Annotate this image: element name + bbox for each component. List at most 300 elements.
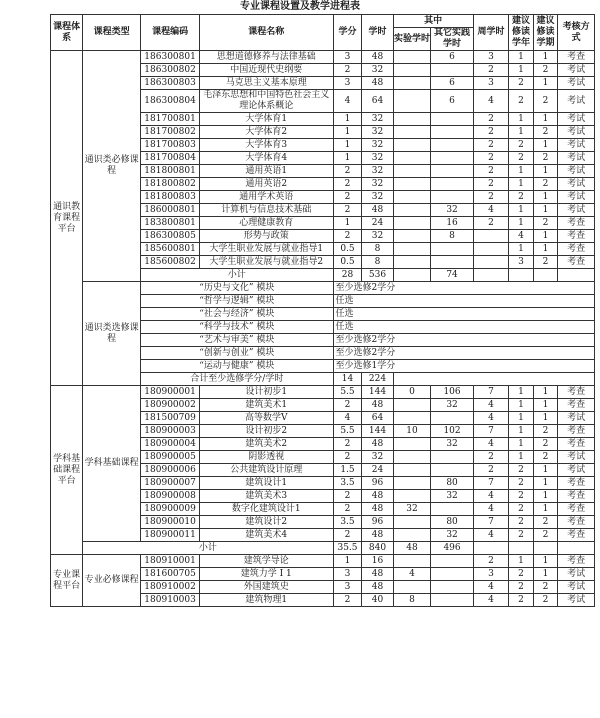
cell-name: 高等数学V — [200, 412, 333, 425]
table-body — [51, 15, 595, 607]
cell-other — [431, 113, 473, 126]
cell-exam: 考查 — [558, 399, 595, 412]
cell-year: 1 — [509, 425, 533, 438]
cell-term: 1 — [533, 568, 557, 581]
cell-code: 185600802 — [141, 256, 200, 269]
cell-name: 设计初步1 — [200, 386, 333, 399]
platform-label-general: 通识教育课程平台 — [51, 51, 83, 386]
cell-term: 1 — [533, 399, 557, 412]
cell-hours: 96 — [362, 477, 393, 490]
cell-code: 181700802 — [141, 126, 200, 139]
cell-term: 1 — [533, 191, 557, 204]
cell-year: 2 — [509, 568, 533, 581]
cell-year: 1 — [509, 243, 533, 256]
cell-lab — [393, 230, 431, 243]
cell-term: 1 — [533, 243, 557, 256]
cell-name: 大学体育3 — [200, 139, 333, 152]
cell-term: 2 — [533, 256, 557, 269]
cell-other: 80 — [431, 516, 473, 529]
subtotal-label: 小计 — [83, 542, 333, 555]
cell-name: 建筑物理1 — [200, 594, 333, 607]
cell-weekly: 7 — [473, 516, 509, 529]
cell-weekly: 4 — [473, 399, 509, 412]
cell-exam: 考查 — [558, 477, 595, 490]
cell-name: 公共建筑设计原理 — [200, 464, 333, 477]
cell-year: 1 — [509, 64, 533, 77]
cell-lab — [393, 256, 431, 269]
cell-name: 外国建筑史 — [200, 581, 333, 594]
header-lab: 实验学时 — [393, 28, 431, 51]
cell-year: 2 — [509, 529, 533, 542]
cell-other: 80 — [431, 477, 473, 490]
cell-name: 计算机与信息技术基础 — [200, 204, 333, 217]
cell-code: 183800801 — [141, 217, 200, 230]
header-code: 课程编码 — [141, 15, 200, 51]
table-row — [51, 555, 595, 568]
cell-name: 马克思主义基本原理 — [200, 77, 333, 90]
cell-name: 大学体育2 — [200, 126, 333, 139]
cell-exam: 考查 — [558, 516, 595, 529]
cell-hours: 48 — [362, 204, 393, 217]
cell-hours: 48 — [362, 581, 393, 594]
cell-exam: 考查 — [558, 230, 595, 243]
cell-hours: 48 — [362, 399, 393, 412]
cell-other: 106 — [431, 386, 473, 399]
cell-credit: 3 — [333, 51, 362, 64]
cell-term: 1 — [533, 139, 557, 152]
cell-code: 181800803 — [141, 191, 200, 204]
cell-code: 180900001 — [141, 386, 200, 399]
cell-code: 181800801 — [141, 165, 200, 178]
cell-lab — [393, 399, 431, 412]
cell-weekly: 4 — [473, 412, 509, 425]
cell-exam: 考查 — [558, 51, 595, 64]
cell-hours: 32 — [362, 451, 393, 464]
cell-other — [431, 178, 473, 191]
cell-year: 1 — [509, 412, 533, 425]
cell-term: 1 — [533, 230, 557, 243]
cell-hours: 32 — [362, 139, 393, 152]
cell-credit: 3.5 — [333, 516, 362, 529]
cell-code: 180910002 — [141, 581, 200, 594]
elective-total-label: 合计至少选修学分/学时 — [141, 373, 333, 386]
header-weekly: 周学时 — [473, 15, 509, 51]
cell-weekly: 4 — [473, 90, 509, 113]
cell-exam: 考试 — [558, 451, 595, 464]
cell-exam: 考查 — [558, 386, 595, 399]
subtotal-year — [509, 269, 533, 282]
cell-lab — [393, 165, 431, 178]
cell-credit: 1 — [333, 139, 362, 152]
cell-code: 181800802 — [141, 178, 200, 191]
cell-term: 2 — [533, 64, 557, 77]
cell-hours: 8 — [362, 256, 393, 269]
cell-exam: 考查 — [558, 425, 595, 438]
cell-weekly: 2 — [473, 113, 509, 126]
cell-other — [431, 464, 473, 477]
cell-name: 通用学术英语 — [200, 191, 333, 204]
cell-lab — [393, 204, 431, 217]
cell-name: 大学体育1 — [200, 113, 333, 126]
cell-name: 建筑设计2 — [200, 516, 333, 529]
subtotal-weekly — [473, 542, 509, 555]
cell-credit: 5.5 — [333, 425, 362, 438]
cell-year: 1 — [509, 165, 533, 178]
type-label-general-required: 通识类必修课程 — [83, 51, 141, 282]
subtotal-term — [533, 269, 557, 282]
cell-lab — [393, 139, 431, 152]
header-other: 其它实践学时 — [431, 28, 473, 51]
cell-lab: 10 — [393, 425, 431, 438]
cell-exam: 考试 — [558, 581, 595, 594]
cell-code: 180900008 — [141, 490, 200, 503]
cell-exam: 考试 — [558, 139, 595, 152]
cell-hours: 144 — [362, 386, 393, 399]
cell-exam: 考试 — [558, 464, 595, 477]
cell-name: 中国近现代史纲要 — [200, 64, 333, 77]
cell-exam: 考查 — [558, 243, 595, 256]
cell-hours: 32 — [362, 64, 393, 77]
cell-term: 1 — [533, 77, 557, 90]
elective-module-note: 至少选修2学分 — [333, 282, 594, 295]
cell-hours: 32 — [362, 230, 393, 243]
subtotal-credit: 35.5 — [333, 542, 362, 555]
cell-hours: 48 — [362, 490, 393, 503]
cell-term: 1 — [533, 464, 557, 477]
cell-other — [431, 451, 473, 464]
subtotal-hours: 840 — [362, 542, 393, 555]
subtotal-year — [509, 542, 533, 555]
cell-term: 2 — [533, 581, 557, 594]
cell-hours: 32 — [362, 152, 393, 165]
cell-name: 通用英语1 — [200, 165, 333, 178]
elective-module-note: 任选 — [333, 308, 594, 321]
cell-term: 2 — [533, 438, 557, 451]
subtotal-other: 496 — [431, 542, 473, 555]
cell-weekly: 2 — [473, 451, 509, 464]
cell-name: 建筑美术3 — [200, 490, 333, 503]
cell-code: 181700801 — [141, 113, 200, 126]
subtotal-weekly — [473, 269, 509, 282]
cell-weekly: 3 — [473, 77, 509, 90]
cell-weekly — [473, 243, 509, 256]
cell-other — [431, 126, 473, 139]
cell-weekly: 2 — [473, 217, 509, 230]
header-hours: 学时 — [362, 15, 393, 51]
cell-exam: 考查 — [558, 529, 595, 542]
cell-lab — [393, 555, 431, 568]
cell-hours: 48 — [362, 51, 393, 64]
cell-credit: 3 — [333, 568, 362, 581]
subtotal-exam — [558, 269, 595, 282]
cell-lab — [393, 217, 431, 230]
cell-other: 32 — [431, 529, 473, 542]
cell-weekly: 3 — [473, 568, 509, 581]
cell-other: 32 — [431, 204, 473, 217]
cell-weekly: 4 — [473, 594, 509, 607]
cell-code: 186300803 — [141, 77, 200, 90]
cell-code: 186300805 — [141, 230, 200, 243]
elective-module-name: “历史与文化” 模块 — [141, 282, 333, 295]
cell-code: 180900004 — [141, 438, 200, 451]
cell-code: 186300804 — [141, 90, 200, 113]
elective-total-hours: 224 — [362, 373, 393, 386]
cell-other — [431, 165, 473, 178]
cell-other: 8 — [431, 230, 473, 243]
cell-year: 1 — [509, 51, 533, 64]
cell-credit: 3 — [333, 77, 362, 90]
cell-year: 2 — [509, 490, 533, 503]
cell-year: 1 — [509, 126, 533, 139]
cell-weekly: 2 — [473, 64, 509, 77]
cell-lab — [393, 438, 431, 451]
cell-term: 2 — [533, 126, 557, 139]
elective-module-name: “哲学与逻辑” 模块 — [141, 295, 333, 308]
cell-exam: 考试 — [558, 568, 595, 581]
cell-lab — [393, 191, 431, 204]
cell-weekly: 2 — [473, 464, 509, 477]
cell-code: 180900011 — [141, 529, 200, 542]
cell-term: 2 — [533, 516, 557, 529]
platform-label-major: 专业课程平台 — [51, 555, 83, 607]
cell-hours: 40 — [362, 594, 393, 607]
cell-weekly — [473, 256, 509, 269]
cell-other: 6 — [431, 90, 473, 113]
subtotal-label: 小计 — [141, 269, 333, 282]
cell-name: 建筑力学 I 1 — [200, 568, 333, 581]
cell-term: 1 — [533, 477, 557, 490]
cell-other: 32 — [431, 438, 473, 451]
cell-term: 1 — [533, 204, 557, 217]
cell-year: 2 — [509, 594, 533, 607]
cell-other: 102 — [431, 425, 473, 438]
course-schedule-table — [50, 14, 595, 607]
type-label-general-elective: 通识类选修课程 — [83, 282, 141, 386]
cell-weekly: 7 — [473, 386, 509, 399]
subtotal-term — [533, 542, 557, 555]
cell-year: 2 — [509, 503, 533, 516]
cell-name: 大学生职业发展与就业指导1 — [200, 243, 333, 256]
cell-lab — [393, 126, 431, 139]
cell-weekly: 7 — [473, 425, 509, 438]
cell-term: 1 — [533, 490, 557, 503]
elective-module-note: 任选 — [333, 321, 594, 334]
cell-exam: 考试 — [558, 77, 595, 90]
cell-year: 1 — [509, 113, 533, 126]
cell-weekly: 4 — [473, 529, 509, 542]
cell-name: 建筑学导论 — [200, 555, 333, 568]
cell-hours: 64 — [362, 412, 393, 425]
header-system: 课程体系 — [51, 15, 83, 51]
cell-code: 181500709 — [141, 412, 200, 425]
cell-weekly: 7 — [473, 477, 509, 490]
cell-exam: 考查 — [558, 217, 595, 230]
cell-other: 16 — [431, 217, 473, 230]
cell-exam: 考试 — [558, 412, 595, 425]
cell-lab — [393, 113, 431, 126]
cell-credit: 3.5 — [333, 477, 362, 490]
cell-exam: 考试 — [558, 152, 595, 165]
cell-term: 1 — [533, 113, 557, 126]
cell-term: 1 — [533, 386, 557, 399]
cell-exam: 考试 — [558, 165, 595, 178]
cell-lab — [393, 243, 431, 256]
cell-credit: 4 — [333, 90, 362, 113]
cell-weekly: 4 — [473, 581, 509, 594]
cell-exam: 考试 — [558, 113, 595, 126]
cell-code: 185600801 — [141, 243, 200, 256]
platform-label-discipline: 学科基础课程平台 — [51, 386, 83, 555]
cell-lab — [393, 581, 431, 594]
cell-other: 6 — [431, 51, 473, 64]
cell-credit: 2 — [333, 230, 362, 243]
cell-credit: 1 — [333, 217, 362, 230]
header-name: 课程名称 — [200, 15, 333, 51]
subtotal-credit: 28 — [333, 269, 362, 282]
cell-credit: 2 — [333, 438, 362, 451]
cell-lab — [393, 477, 431, 490]
cell-code: 180900003 — [141, 425, 200, 438]
cell-code: 180900010 — [141, 516, 200, 529]
elective-module-note: 至少选修2学分 — [333, 334, 594, 347]
cell-year: 2 — [509, 152, 533, 165]
cell-hours: 32 — [362, 178, 393, 191]
cell-code: 180900005 — [141, 451, 200, 464]
cell-year: 3 — [509, 256, 533, 269]
cell-term: 2 — [533, 90, 557, 113]
cell-hours: 16 — [362, 555, 393, 568]
cell-term: 1 — [533, 51, 557, 64]
header-year: 建议修读学年 — [509, 15, 533, 51]
cell-credit: 4 — [333, 412, 362, 425]
subtotal-lab: 48 — [393, 542, 431, 555]
cell-code: 181700804 — [141, 152, 200, 165]
type-label-discipline: 学科基础课程 — [83, 386, 141, 542]
cell-year: 1 — [509, 399, 533, 412]
cell-code: 186300802 — [141, 64, 200, 77]
cell-lab — [393, 64, 431, 77]
cell-lab — [393, 152, 431, 165]
cell-lab — [393, 77, 431, 90]
cell-hours: 48 — [362, 77, 393, 90]
cell-name: 建筑美术1 — [200, 399, 333, 412]
cell-hours: 144 — [362, 425, 393, 438]
cell-lab: 4 — [393, 568, 431, 581]
cell-name: 阴影透视 — [200, 451, 333, 464]
cell-lab: 0 — [393, 386, 431, 399]
cell-hours: 32 — [362, 113, 393, 126]
cell-exam: 考试 — [558, 594, 595, 607]
cell-lab: 32 — [393, 503, 431, 516]
cell-other: 32 — [431, 490, 473, 503]
cell-credit: 2 — [333, 451, 362, 464]
cell-exam: 考试 — [558, 126, 595, 139]
cell-weekly: 4 — [473, 490, 509, 503]
cell-year: 4 — [509, 230, 533, 243]
header-type: 课程类型 — [83, 15, 141, 51]
cell-exam: 考试 — [558, 191, 595, 204]
cell-other — [431, 581, 473, 594]
cell-term: 2 — [533, 451, 557, 464]
cell-credit: 2 — [333, 64, 362, 77]
cell-credit: 1 — [333, 126, 362, 139]
cell-credit: 1 — [333, 555, 362, 568]
cell-name: 通用英语2 — [200, 178, 333, 191]
cell-year: 1 — [509, 204, 533, 217]
cell-year: 2 — [509, 77, 533, 90]
cell-name: 数字化建筑设计1 — [200, 503, 333, 516]
cell-name: 大学生职业发展与就业指导2 — [200, 256, 333, 269]
cell-exam: 考试 — [558, 64, 595, 77]
cell-exam: 考查 — [558, 555, 595, 568]
cell-other — [431, 152, 473, 165]
cell-credit: 2 — [333, 594, 362, 607]
cell-year: 1 — [509, 217, 533, 230]
cell-exam: 考试 — [558, 204, 595, 217]
cell-other: 32 — [431, 399, 473, 412]
cell-exam: 考查 — [558, 438, 595, 451]
cell-hours: 8 — [362, 243, 393, 256]
cell-other — [431, 191, 473, 204]
cell-lab — [393, 451, 431, 464]
cell-name: 毛泽东思想和中国特色社会主义理论体系概论 — [200, 90, 333, 113]
cell-hours: 24 — [362, 464, 393, 477]
header-row — [51, 15, 595, 28]
cell-other: 6 — [431, 77, 473, 90]
cell-weekly: 2 — [473, 139, 509, 152]
cell-year: 2 — [509, 191, 533, 204]
cell-hours: 64 — [362, 90, 393, 113]
elective-total-credit: 14 — [333, 373, 362, 386]
cell-other — [431, 594, 473, 607]
cell-year: 1 — [509, 386, 533, 399]
cell-year: 2 — [509, 581, 533, 594]
cell-year: 1 — [509, 451, 533, 464]
subtotal-lab — [393, 269, 431, 282]
cell-credit: 2 — [333, 165, 362, 178]
cell-code: 180910003 — [141, 594, 200, 607]
cell-weekly: 2 — [473, 152, 509, 165]
cell-year: 1 — [509, 438, 533, 451]
table-row — [51, 282, 595, 295]
subtotal-hours: 536 — [362, 269, 393, 282]
elective-module-note: 任选 — [333, 295, 594, 308]
cell-credit: 2 — [333, 399, 362, 412]
cell-exam: 考试 — [558, 178, 595, 191]
header-term: 建议修读学期 — [533, 15, 557, 51]
elective-module-name: “社会与经济” 模块 — [141, 308, 333, 321]
cell-hours: 24 — [362, 217, 393, 230]
elective-module-name: “运动与健康” 模块 — [141, 360, 333, 373]
cell-code: 180900009 — [141, 503, 200, 516]
cell-code: 180900006 — [141, 464, 200, 477]
document-title: 专业课程设置及教学进程表 — [240, 1, 360, 12]
cell-name: 建筑美术2 — [200, 438, 333, 451]
cell-hours: 48 — [362, 568, 393, 581]
cell-code: 180900007 — [141, 477, 200, 490]
cell-lab — [393, 178, 431, 191]
subtotal-exam — [558, 542, 595, 555]
cell-exam: 考查 — [558, 490, 595, 503]
cell-name: 设计初步2 — [200, 425, 333, 438]
cell-year: 2 — [509, 464, 533, 477]
cell-weekly: 4 — [473, 503, 509, 516]
cell-other — [431, 256, 473, 269]
type-label-major: 专业必修课程 — [83, 555, 141, 607]
cell-credit: 5.5 — [333, 386, 362, 399]
table-row — [51, 386, 595, 399]
cell-hours: 32 — [362, 165, 393, 178]
